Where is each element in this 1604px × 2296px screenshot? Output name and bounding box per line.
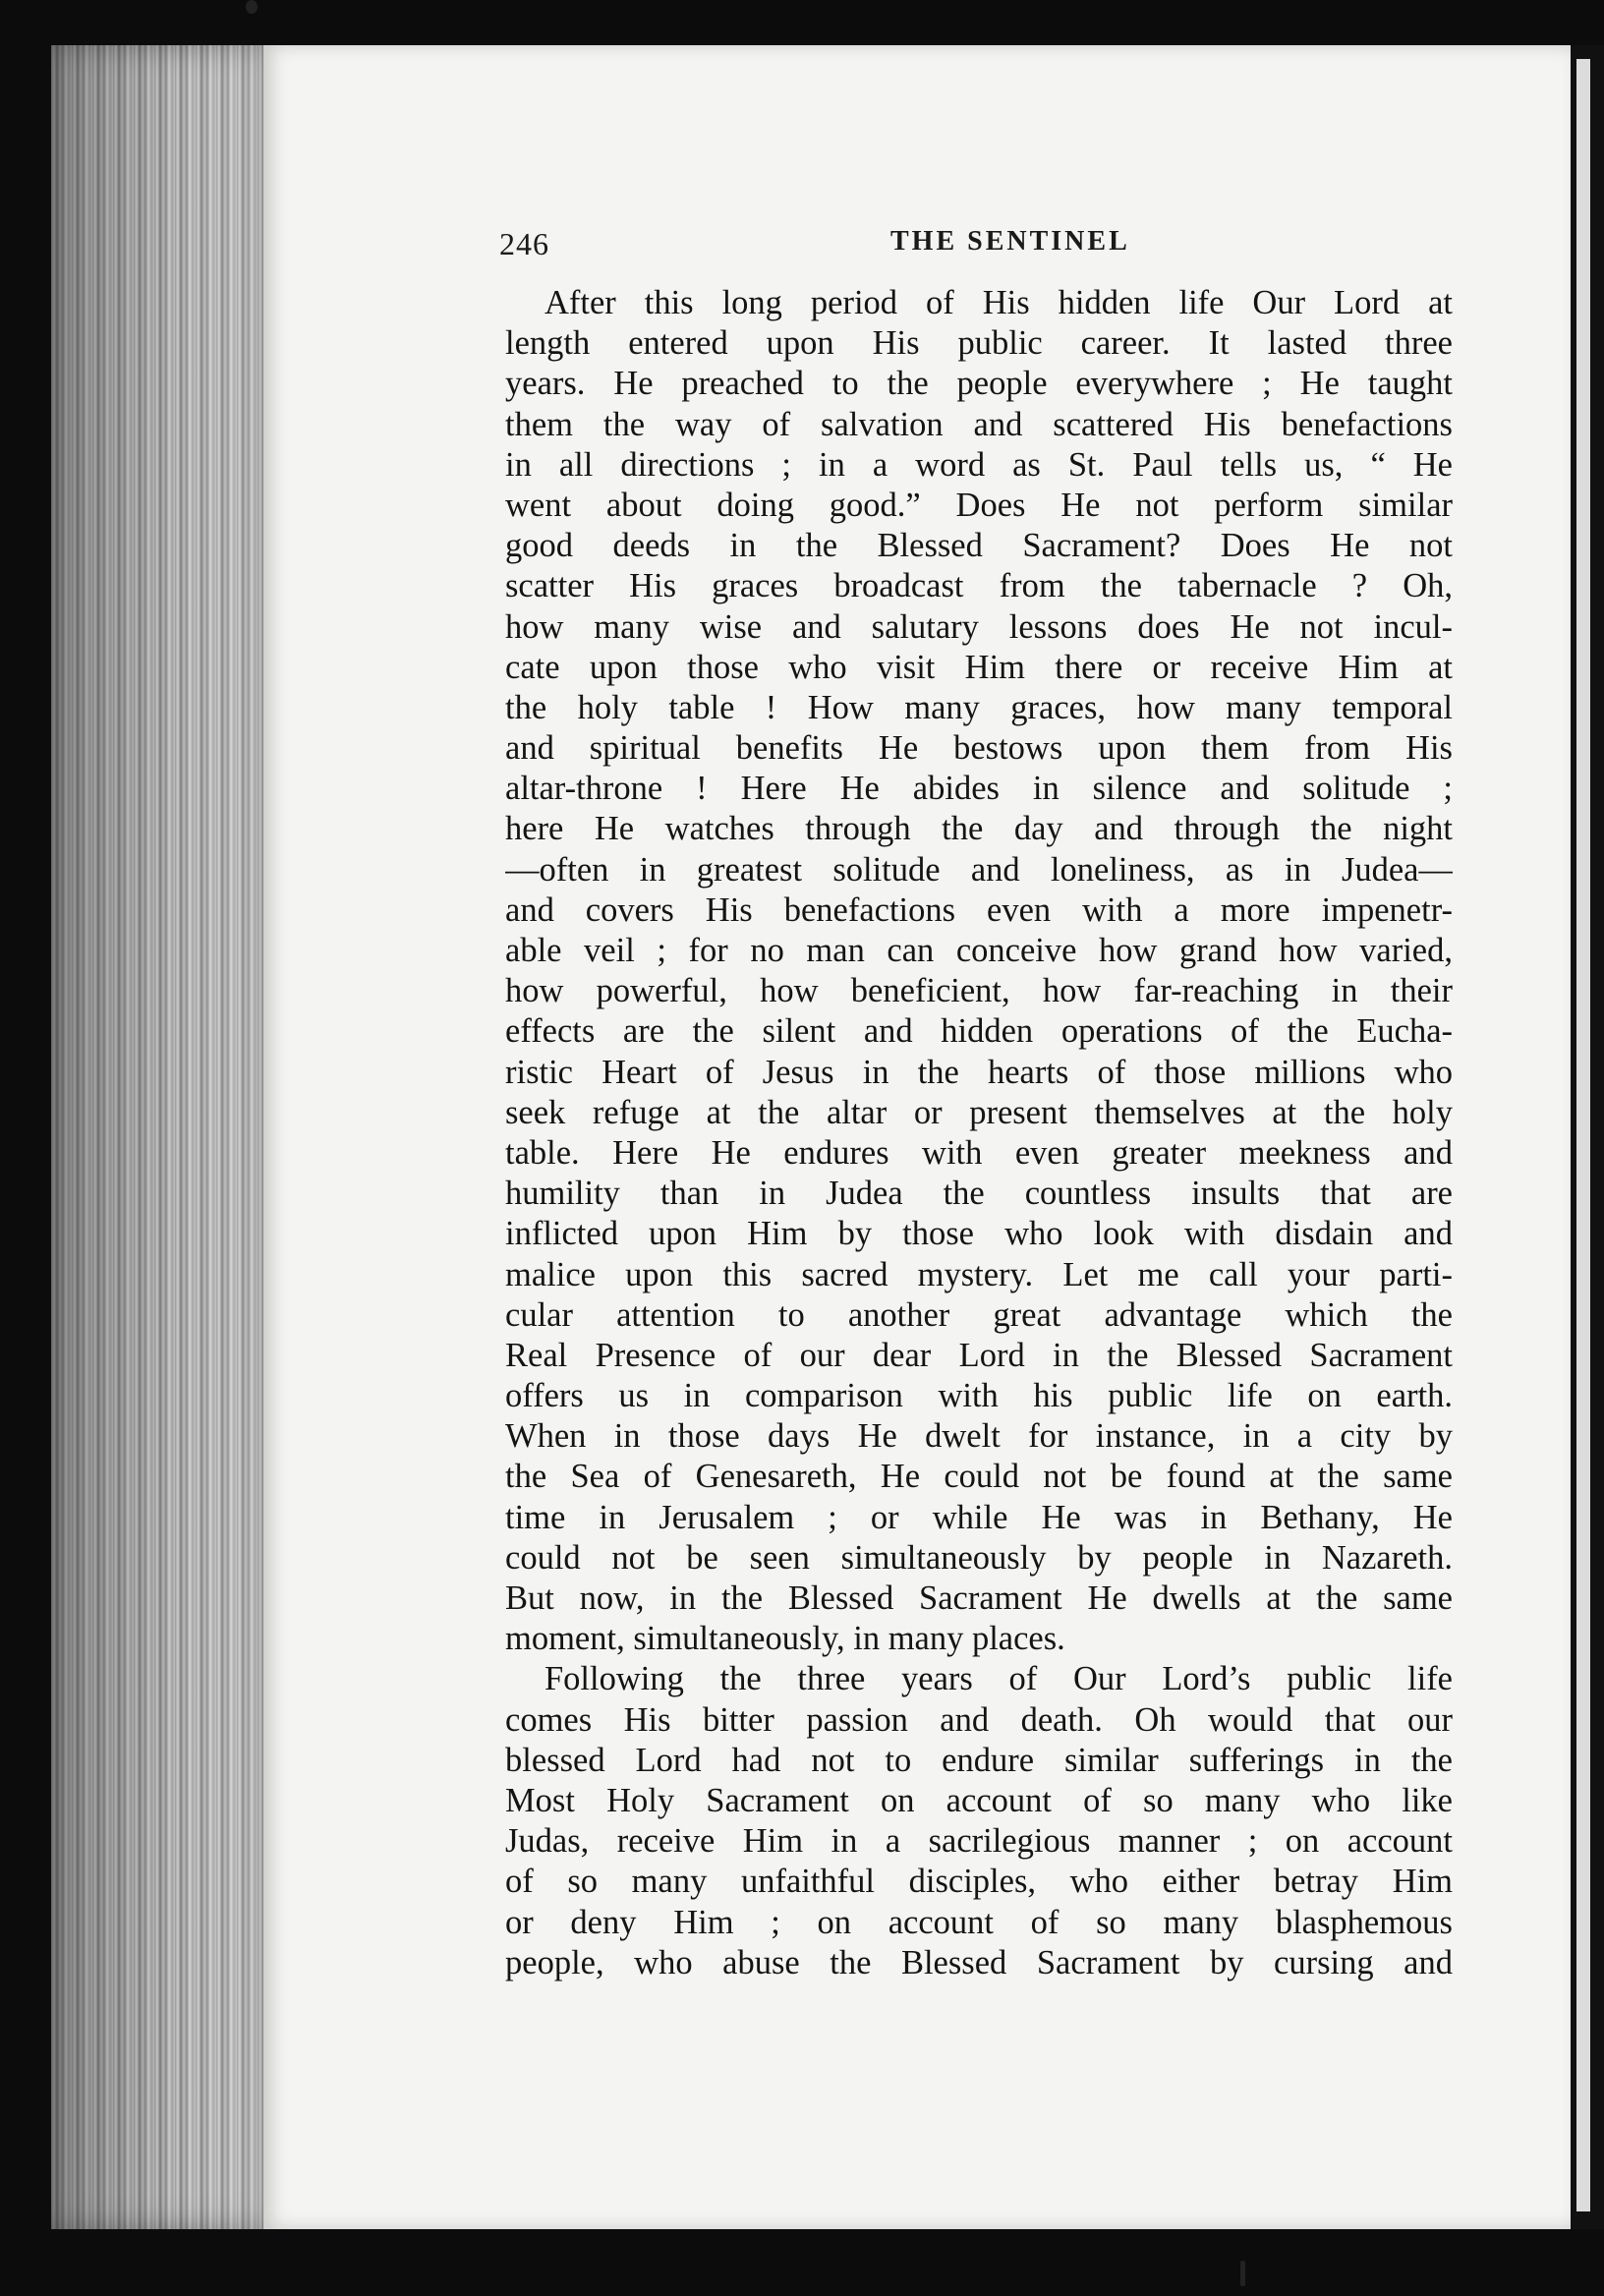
text-line: the Sea of Genesareth, He could not be found at the same (505, 1458, 1453, 1496)
text-line: able veil ; for no man can conceive how grand how varied, (505, 932, 1453, 969)
text-line: effects are the silent and hidden operations of the Eucha- (505, 1012, 1453, 1051)
text-line: in all directions ; in a word as St. Paul tells us, “ He (505, 445, 1453, 484)
text-line: comes His bitter passion and death. Oh would that our (505, 1700, 1453, 1739)
text-line: could not be seen simultaneously by people in Nazareth. (505, 1538, 1453, 1577)
text-line: years. He preached to the people everywhere ; He taught (505, 365, 1453, 403)
text-line: Most Holy Sacrament on account of so many who like (505, 1781, 1453, 1819)
page-header (499, 226, 1482, 265)
text-line: altar-throne ! Here He abides in silence and solitude ; (505, 770, 1453, 808)
page-number: 246 (499, 226, 549, 261)
text-line: table. Here He endures with even greater meekness and (505, 1133, 1453, 1172)
text-line: how powerful, how beneficient, how far-reaching in their (505, 972, 1453, 1010)
running-head: THE SENTINEL (890, 226, 1130, 257)
text-line: But now, in the Blessed Sacrament He dwells at the same (505, 1579, 1453, 1617)
text-line: —often in greatest solitude and loneliness, as in Judea— (505, 850, 1453, 889)
text-line: time in Jerusalem ; or while He was in Bethany, He (505, 1498, 1453, 1536)
text-line: length entered upon His public career. It lasted three (505, 324, 1453, 363)
book-page-edges (51, 45, 267, 2229)
text-line: them the way of salvation and scattered His benefactions (505, 405, 1453, 443)
text-line: and covers His benefactions even with a more impenetr- (505, 890, 1453, 929)
text-line: After this long period of His hidden life Our Lord at (544, 284, 1453, 321)
text-line: seek refuge at the altar or present themselves at the holy (505, 1093, 1453, 1131)
text-line: and spiritual benefits He bestows upon them from His (505, 729, 1453, 768)
text-line: or deny Him ; on account of so many blasphemous (505, 1903, 1453, 1941)
text-line: Judas, receive Him in a sacrilegious manner ; on account (505, 1822, 1453, 1861)
text-line: Following the three years of Our Lord’s public life (544, 1660, 1453, 1698)
text-line: good deeds in the Blessed Sacrament? Does He not (505, 527, 1453, 565)
text-line: of so many unfaithful disciples, who either betray Him (505, 1863, 1453, 1901)
text-line: people, who abuse the Blessed Sacrament by cursing and (505, 1943, 1453, 1981)
text-line: here He watches through the day and through the night (505, 810, 1453, 848)
text-line: the holy table ! How many graces, how many temporal (505, 688, 1453, 726)
text-line: ristic Heart of Jesus in the hearts of those millions who (505, 1053, 1453, 1091)
text-line: offers us in comparison with his public life on earth. (505, 1377, 1453, 1415)
text-line: cate upon those who visit Him there or receive Him at (505, 648, 1453, 686)
text-line: Real Presence of our dear Lord in the Blessed Sacrament (505, 1336, 1453, 1374)
text-line: how many wise and salutary lessons does He not incul- (505, 607, 1453, 646)
text-line: scatter His graces broadcast from the tabernacle ? Oh, (505, 567, 1453, 605)
text-line: malice upon this sacred mystery. Let me call your parti- (505, 1255, 1453, 1293)
text-line: inflicted upon Him by those who look with disdain and (505, 1215, 1453, 1253)
text-line: blessed Lord had not to endure similar sufferings in the (505, 1741, 1453, 1779)
body-text (505, 283, 1453, 1983)
text-line: humility than in Judea the countless insults that are (505, 1175, 1453, 1213)
text-line: When in those days He dwelt for instance, in a city by (505, 1417, 1453, 1456)
facing-page-edge (1576, 59, 1590, 2211)
text-line: went about doing good.” Does He not perform similar (505, 486, 1453, 524)
text-line: moment, simultaneously, in many places. (505, 1620, 1065, 1658)
text-line: cular attention to another great advantage which the (505, 1295, 1453, 1334)
scan-speck (246, 0, 258, 14)
scan-speck (1240, 2261, 1245, 2286)
